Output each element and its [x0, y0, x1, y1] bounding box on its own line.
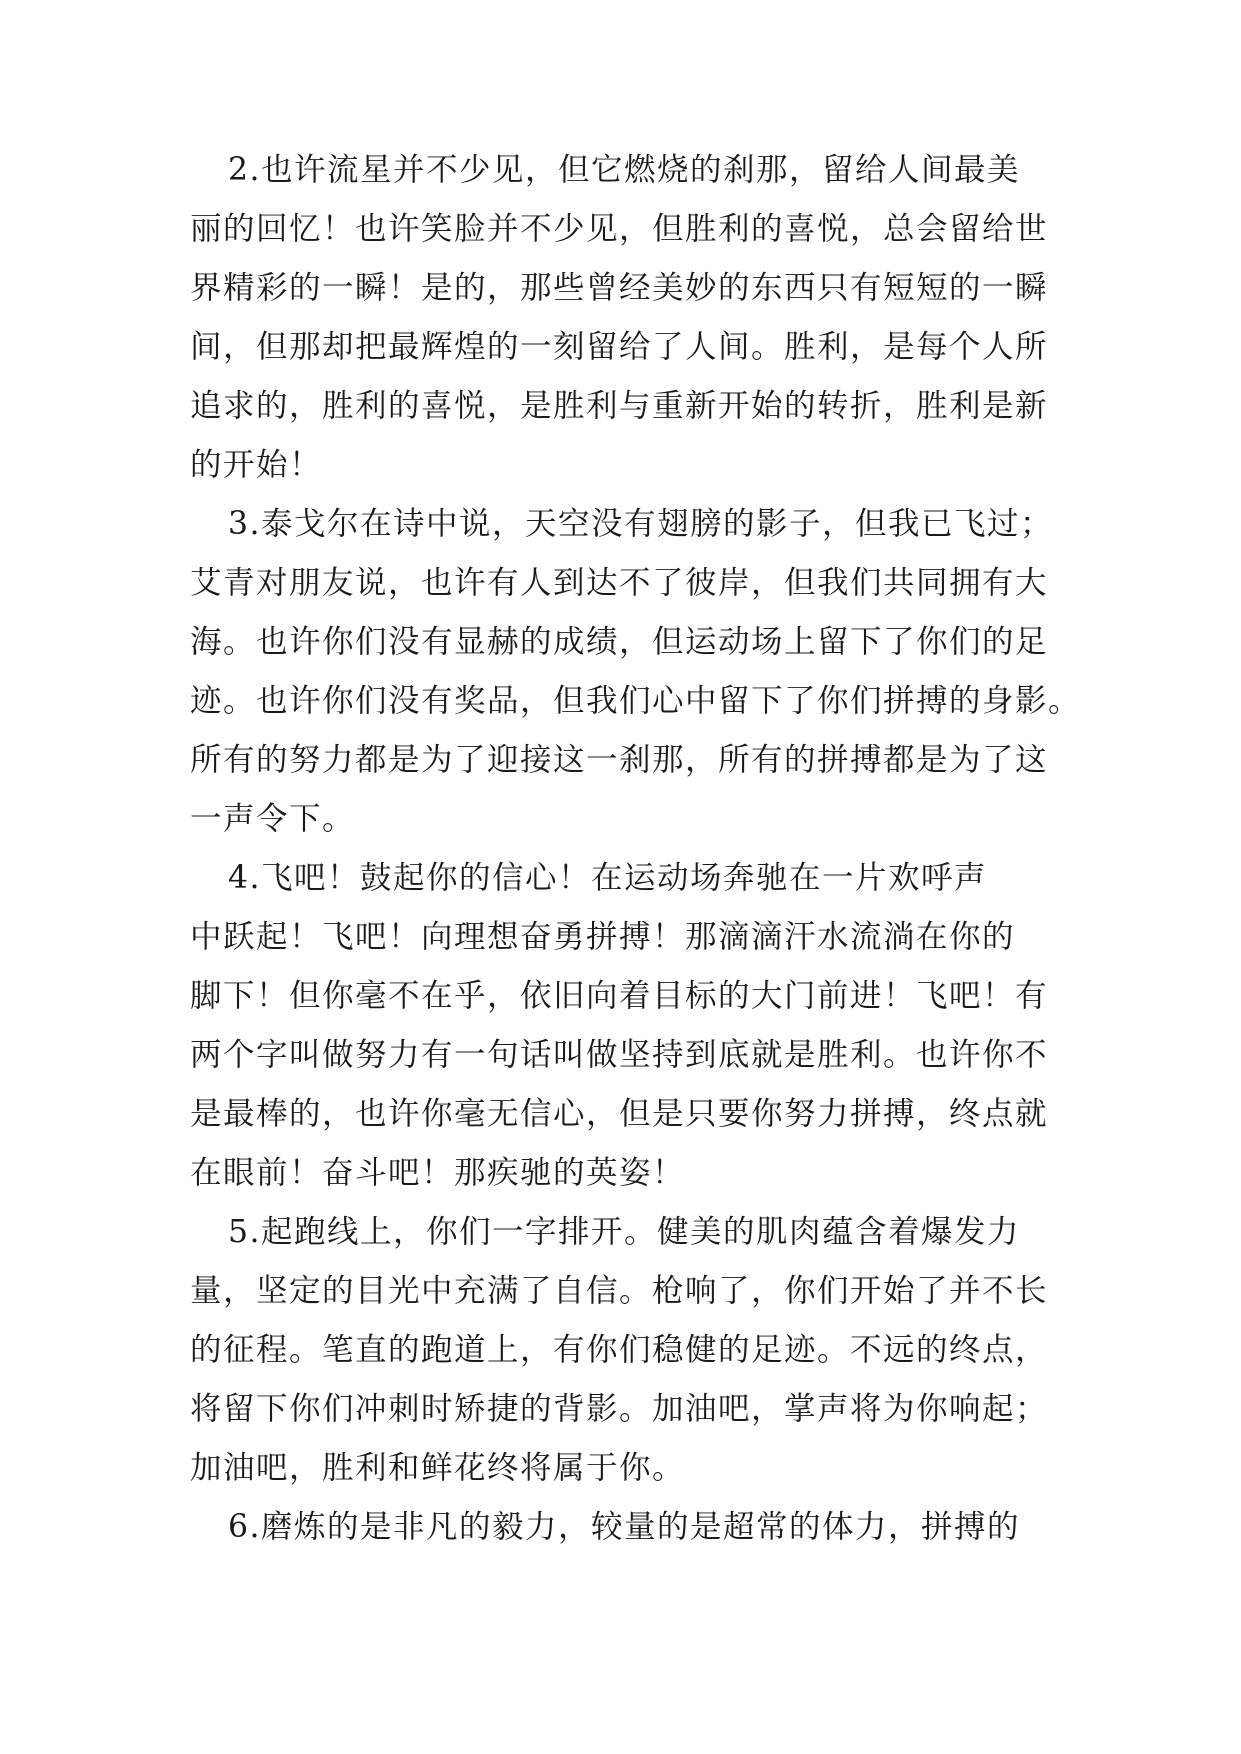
- paragraph-5-line-5: 加油吧，胜利和鲜花终将属于你。: [190, 1450, 686, 1486]
- paragraph-4-line-6: 在眼前！奋斗吧！那疾驰的英姿！: [190, 1155, 686, 1191]
- paragraph-3-line-6: 一声令下。: [190, 801, 356, 837]
- paragraph-2-line-3: 界精彩的一瞬！是的，那些曾经美妙的东西只有短短的一瞬: [190, 270, 1049, 306]
- paragraph-4-line-1: 4.飞吧！鼓起你的信心！在运动场奔驰在一片欢呼声: [228, 860, 988, 896]
- paragraph-4-line-4: 两个字叫做努力有一句话叫做坚持到底就是胜利。也许你不: [190, 1037, 1049, 1073]
- paragraph-3-line-4: 迹。也许你们没有奖品，但我们心中留下了你们拼搏的身影。: [190, 683, 1082, 719]
- paragraph-5-line-2: 量，坚定的目光中充满了自信。枪响了，你们开始了并不长: [190, 1273, 1049, 1309]
- paragraph-3-line-1: 3.泰戈尔在诗中说，天空没有翅膀的影子，但我已飞过；: [228, 506, 1054, 542]
- paragraph-2-line-1: 2.也许流星并不少见，但它燃烧的刹那，留给人间最美: [228, 152, 1021, 188]
- paragraph-2-line-5: 追求的，胜利的喜悦，是胜利与重新开始的转折，胜利是新: [190, 388, 1049, 424]
- paragraph-3-line-3: 海。也许你们没有显赫的成绩，但运动场上留下了你们的足: [190, 624, 1049, 660]
- paragraph-3-line-5: 所有的努力都是为了迎接这一刹那，所有的拼搏都是为了这: [190, 742, 1049, 778]
- paragraph-5-line-3: 的征程。笔直的跑道上，有你们稳健的足迹。不远的终点，: [190, 1332, 1049, 1368]
- paragraph-4-line-2: 中跃起！飞吧！向理想奋勇拼搏！那滴滴汗水流淌在你的: [190, 919, 1016, 955]
- paragraph-3-line-2: 艾青对朋友说，也许有人到达不了彼岸，但我们共同拥有大: [190, 565, 1049, 601]
- paragraph-5-line-4: 将留下你们冲刺时矫捷的背影。加油吧，掌声将为你响起；: [190, 1391, 1049, 1427]
- paragraph-2-line-6: 的开始！: [190, 447, 323, 483]
- paragraph-6-line-1: 6.磨炼的是非凡的毅力，较量的是超常的体力，拼搏的: [228, 1509, 1021, 1545]
- paragraph-2-line-4: 间，但那却把最辉煌的一刻留给了人间。胜利，是每个人所: [190, 329, 1049, 365]
- paragraph-5-line-1: 5.起跑线上，你们一字排开。健美的肌肉蕴含着爆发力: [228, 1214, 1021, 1250]
- paragraph-2-line-2: 丽的回忆！也许笑脸并不少见，但胜利的喜悦，总会留给世: [190, 211, 1049, 247]
- paragraph-4-line-5: 是最棒的，也许你毫无信心，但是只要你努力拼搏，终点就: [190, 1096, 1049, 1132]
- paragraph-4-line-3: 脚下！但你毫不在乎，依旧向着目标的大门前进！飞吧！有: [190, 978, 1049, 1014]
